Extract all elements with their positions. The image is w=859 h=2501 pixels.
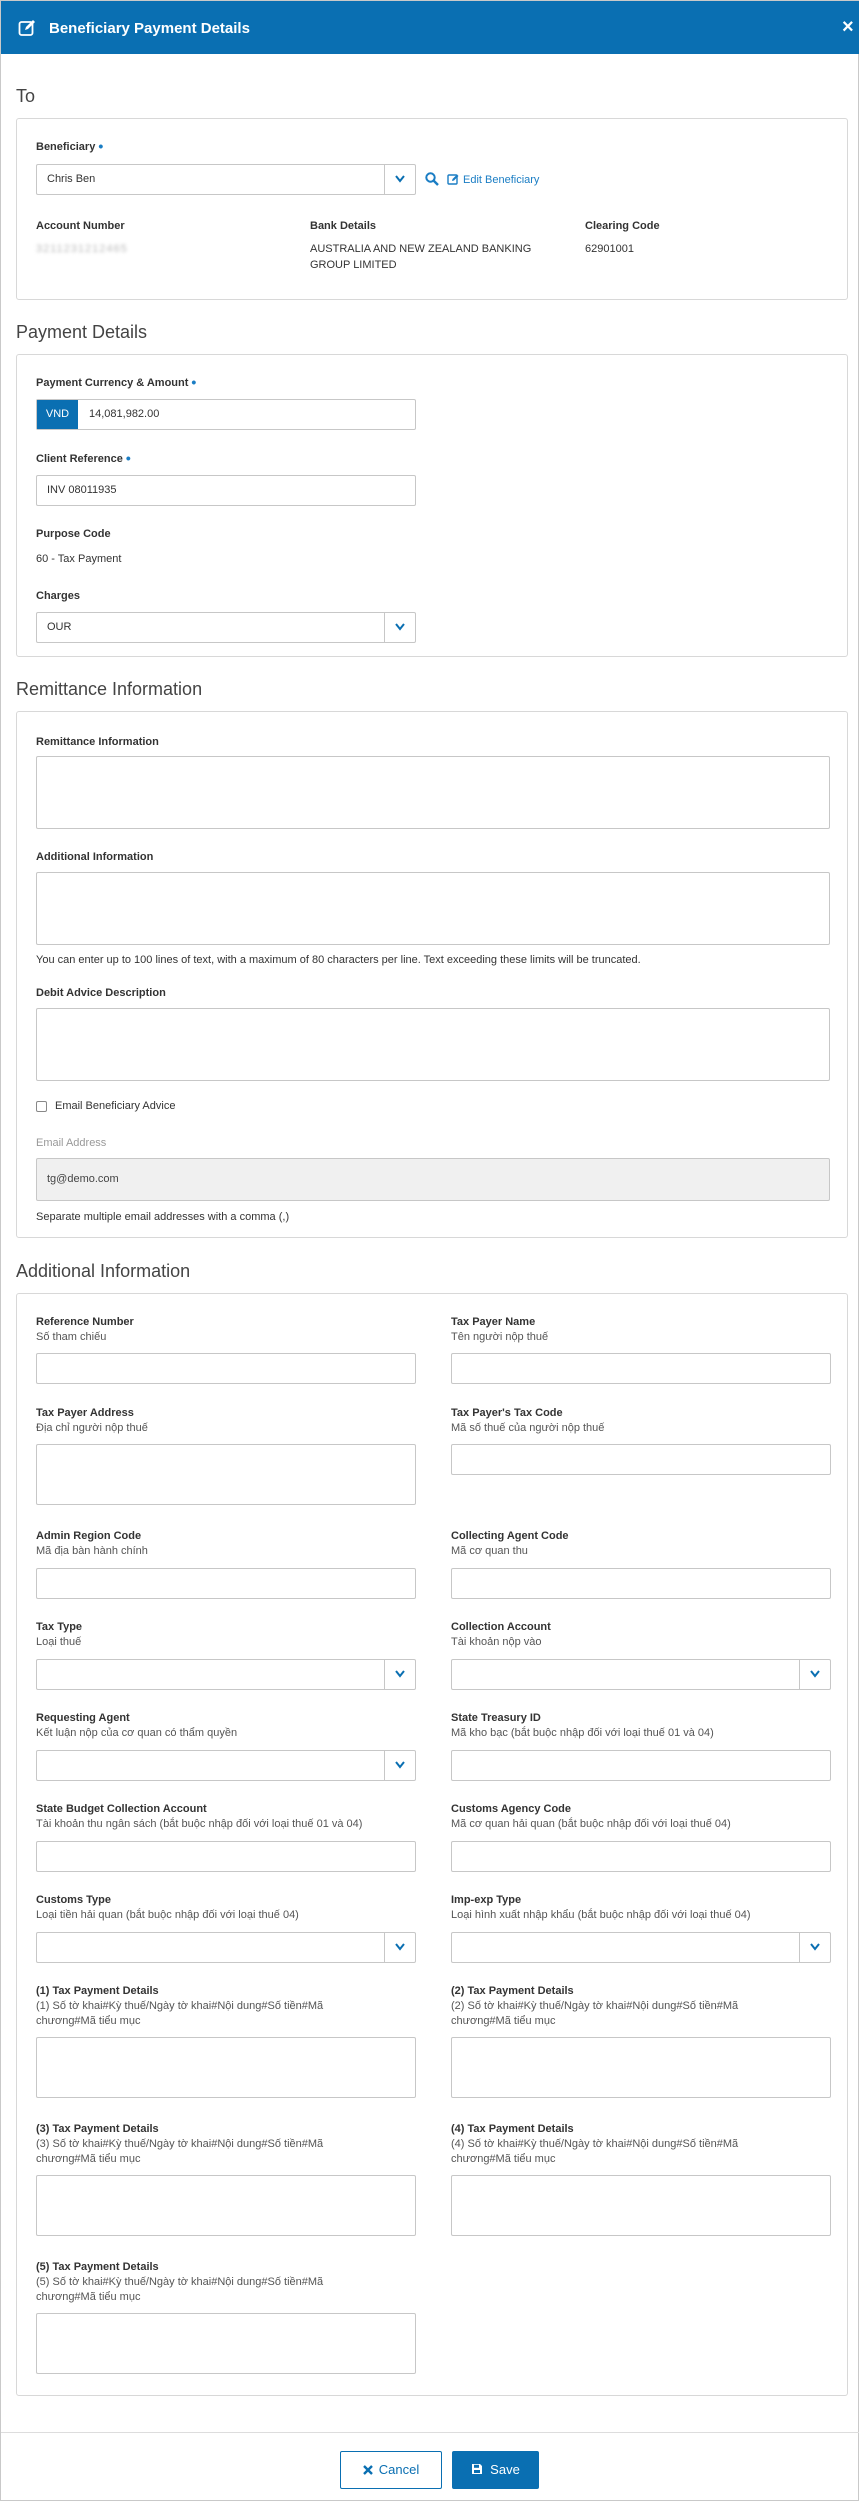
amount-input[interactable]: [36, 399, 416, 430]
tax-payer-address-sub: Địa chỉ người nộp thuế: [36, 1422, 148, 1434]
tax-details-4-sub1: (4) Số tờ khai#Kỳ thuế/Ngày tờ khai#Nội dung#Số tiền#Mã: [451, 2138, 739, 2150]
beneficiary-label: Beneficiary •: [36, 138, 104, 154]
bank-details-line1: AUSTRALIA AND NEW ZEALAND BANKING: [310, 243, 532, 255]
currency-amount-label: Payment Currency & Amount •: [36, 374, 197, 390]
admin-region-code-input[interactable]: [36, 1568, 416, 1599]
additional-info-label: Additional Information: [36, 851, 154, 863]
tax-type-sub: Loại thuế: [36, 1636, 82, 1648]
tax-details-5-label: (5) Tax Payment Details: [36, 2261, 159, 2273]
search-icon[interactable]: [425, 172, 439, 186]
tax-payer-tax-code-label: Tax Payer's Tax Code: [451, 1407, 563, 1419]
collection-account-label: Collection Account: [451, 1621, 551, 1633]
remittance-panel: [16, 711, 848, 1238]
imp-exp-type-label: Imp-exp Type: [451, 1894, 522, 1906]
edit-beneficiary-link[interactable]: Edit Beneficiary: [463, 174, 540, 186]
bank-details-line2: GROUP LIMITED: [310, 259, 397, 271]
tax-details-2-label: (2) Tax Payment Details: [451, 1985, 574, 1997]
section-title-additional: Additional Information: [16, 1261, 191, 1281]
tax-details-2-textarea[interactable]: [451, 2037, 831, 2098]
reference-number-input[interactable]: [36, 1353, 416, 1384]
save-button[interactable]: [452, 2451, 539, 2489]
email-advice-checkbox[interactable]: [36, 1101, 47, 1112]
requesting-agent-label: Requesting Agent: [36, 1712, 130, 1724]
customs-type-sub: Loại tiền hải quan (bắt buộc nhập đối với loại thuế 04): [36, 1909, 299, 1921]
state-treasury-id-input[interactable]: [451, 1750, 831, 1781]
customs-agency-code-label: Customs Agency Code: [451, 1803, 572, 1815]
tax-details-5-textarea[interactable]: [36, 2313, 416, 2374]
tax-details-5-sub2: chương#Mã tiểu mục: [36, 2291, 141, 2303]
chevron-down-icon[interactable]: [384, 1660, 415, 1689]
clearing-code-label: Clearing Code: [585, 220, 660, 232]
state-budget-account-sub: Tài khoản thu ngân sách (bắt buộc nhập đối với loại thuế 01 và 04): [36, 1818, 363, 1830]
admin-region-code-label: Admin Region Code: [36, 1530, 142, 1542]
email-advice-label: Email Beneficiary Advice: [55, 1100, 176, 1112]
charges-value: OUR: [47, 621, 72, 633]
client-reference-input[interactable]: INV 08011935: [36, 475, 416, 506]
amount-value: 14,081,982.00: [89, 408, 160, 420]
beneficiary-value: Chris Ben: [47, 173, 96, 185]
customs-agency-code-sub: Mã cơ quan hải quan (bắt buộc nhập đối với loại thuế 04): [451, 1818, 731, 1830]
tax-details-1-sub1: (1) Số tờ khai#Kỳ thuế/Ngày tờ khai#Nội dung#Số tiền#Mã: [36, 2000, 324, 2012]
tax-details-5-sub1: (5) Số tờ khai#Kỳ thuế/Ngày tờ khai#Nội dung#Số tiền#Mã: [36, 2276, 324, 2288]
customs-agency-code-input[interactable]: [451, 1841, 831, 1872]
save-icon: [471, 2463, 483, 2475]
tax-payer-name-input[interactable]: [451, 1353, 831, 1384]
tax-details-4-textarea[interactable]: [451, 2175, 831, 2236]
state-treasury-id-sub: Mã kho bạc (bắt buộc nhập đối với loại thuế 01 và 04): [451, 1727, 714, 1739]
currency-badge[interactable]: VND: [37, 400, 78, 429]
tax-details-3-label: (3) Tax Payment Details: [36, 2123, 159, 2135]
edit-beneficiary-icon[interactable]: [447, 173, 459, 185]
save-label: Save: [490, 2462, 520, 2477]
state-budget-account-label: State Budget Collection Account: [36, 1803, 207, 1815]
state-treasury-id-label: State Treasury ID: [451, 1712, 541, 1724]
admin-region-code-sub: Mã địa bàn hành chính: [36, 1545, 148, 1557]
purpose-code-value: 60 - Tax Payment: [36, 553, 122, 565]
section-title-payment: Payment Details: [16, 322, 148, 342]
additional-info-textarea[interactable]: [36, 872, 830, 945]
client-reference-label: Client Reference •: [36, 450, 131, 466]
customs-type-label: Customs Type: [36, 1894, 111, 1906]
tax-details-4-label: (4) Tax Payment Details: [451, 2123, 574, 2135]
chevron-down-icon[interactable]: [799, 1933, 830, 1962]
chevron-down-icon[interactable]: [384, 1751, 415, 1780]
cancel-label: Cancel: [378, 2462, 420, 2477]
tax-details-1-textarea[interactable]: [36, 2037, 416, 2098]
modal-title: Beneficiary Payment Details: [49, 20, 250, 37]
chevron-down-icon[interactable]: [384, 165, 415, 194]
beneficiary-select[interactable]: [36, 164, 416, 195]
required-marker: •: [125, 450, 131, 466]
tax-payer-address-textarea[interactable]: [36, 1444, 416, 1505]
charges-label: Charges: [36, 590, 81, 602]
tax-payer-address-label: Tax Payer Address: [36, 1407, 134, 1419]
modal-header: [1, 1, 859, 54]
collecting-agent-code-input[interactable]: [451, 1568, 831, 1599]
charges-select[interactable]: [36, 612, 416, 643]
chevron-down-icon[interactable]: [799, 1660, 830, 1689]
tax-payer-name-label: Tax Payer Name: [451, 1316, 536, 1328]
debit-advice-textarea[interactable]: [36, 1008, 830, 1081]
tax-details-2-sub1: (2) Số tờ khai#Kỳ thuế/Ngày tờ khai#Nội dung#Số tiền#Mã: [451, 2000, 739, 2012]
tax-payer-tax-code-sub: Mã số thuế của người nộp thuế: [451, 1422, 605, 1434]
tax-details-3-textarea[interactable]: [36, 2175, 416, 2236]
tax-details-3-sub2: chương#Mã tiểu mục: [36, 2153, 141, 2165]
to-panel: [16, 118, 848, 300]
section-title-remittance: Remittance Information: [16, 679, 203, 699]
state-budget-account-input[interactable]: [36, 1841, 416, 1872]
collection-account-select[interactable]: [451, 1659, 831, 1690]
close-icon: [363, 2465, 373, 2475]
bank-details-label: Bank Details: [310, 220, 377, 232]
cancel-button[interactable]: [340, 2451, 442, 2489]
collecting-agent-code-sub: Mã cơ quan thu: [451, 1545, 528, 1557]
imp-exp-type-sub: Loại hình xuất nhập khẩu (bắt buộc nhập đối với loại thuế 04): [451, 1909, 751, 1921]
clearing-code-value: 62901001: [585, 243, 634, 255]
requesting-agent-select[interactable]: [36, 1750, 416, 1781]
additional-panel: [16, 1293, 848, 2396]
email-address-label: Email Address: [36, 1137, 107, 1149]
account-number-label: Account Number: [36, 220, 125, 232]
tax-payer-tax-code-input[interactable]: [451, 1444, 831, 1475]
account-number-value: 3211231212465: [36, 243, 128, 255]
reference-number-label: Reference Number: [36, 1316, 134, 1328]
purpose-code-label: Purpose Code: [36, 528, 111, 540]
chevron-down-icon[interactable]: [384, 1933, 415, 1962]
imp-exp-type-select[interactable]: [451, 1932, 831, 1963]
required-marker: •: [191, 374, 197, 390]
collection-account-sub: Tài khoản nộp vào: [451, 1636, 542, 1648]
tax-details-1-label: (1) Tax Payment Details: [36, 1985, 159, 1997]
tax-type-label: Tax Type: [36, 1621, 83, 1633]
footer-divider: [1, 2432, 859, 2433]
collecting-agent-code-label: Collecting Agent Code: [451, 1530, 569, 1542]
remittance-info-label: Remittance Information: [36, 736, 159, 748]
tax-details-1-sub2: chương#Mã tiểu mục: [36, 2015, 141, 2027]
debit-advice-label: Debit Advice Description: [36, 987, 166, 999]
section-title-to: To: [16, 86, 36, 106]
tax-details-4-sub2: chương#Mã tiểu mục: [451, 2153, 556, 2165]
limit-note: You can enter up to 100 lines of text, with a maximum of 80 characters per line. Text exceeding these limits will be truncated.: [36, 954, 641, 966]
required-marker: •: [98, 138, 104, 154]
tax-details-2-sub2: chương#Mã tiểu mục: [451, 2015, 556, 2027]
reference-number-sub: Số tham chiếu: [36, 1331, 107, 1343]
chevron-down-icon[interactable]: [384, 613, 415, 642]
remittance-info-textarea[interactable]: [36, 756, 830, 829]
email-note: Separate multiple email addresses with a comma (,): [36, 1211, 290, 1223]
tax-details-3-sub1: (3) Số tờ khai#Kỳ thuế/Ngày tờ khai#Nội dung#Số tiền#Mã: [36, 2138, 324, 2150]
tax-payer-name-sub: Tên người nộp thuế: [451, 1331, 549, 1343]
edit-icon: [18, 19, 36, 37]
close-icon[interactable]: ×: [842, 16, 854, 38]
customs-type-select[interactable]: [36, 1932, 416, 1963]
email-address-input: tg@demo.com: [36, 1158, 830, 1201]
tax-type-select[interactable]: [36, 1659, 416, 1690]
requesting-agent-sub: Kết luận nộp của cơ quan có thẩm quyền: [36, 1727, 238, 1739]
payment-panel: [16, 354, 848, 657]
